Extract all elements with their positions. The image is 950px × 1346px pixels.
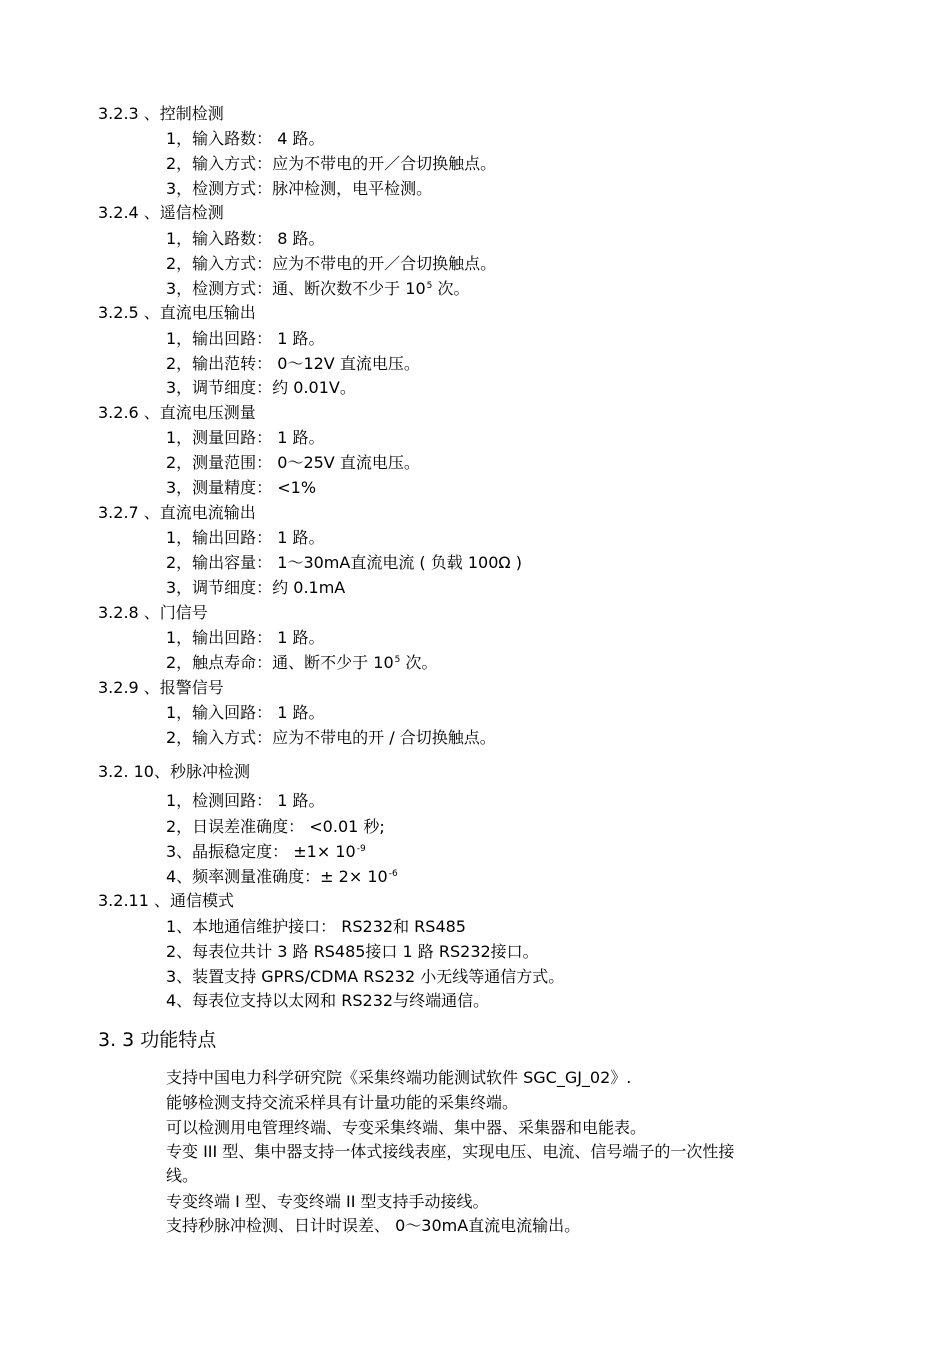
exponent: -6 <box>388 868 398 879</box>
item-text: 3，检测方式：通、断次数不少于 10 <box>166 279 426 298</box>
list-item: 2，输出容量： 1～30mA直流电流 ( 负载 100Ω ) <box>166 553 522 572</box>
paragraph-line: 专变 III 型、集中器支持一体式接线表座，实现电压、电流、信号端子的一次性接 <box>166 1142 735 1161</box>
list-item: 3，调节细度：约 0.1mA <box>166 578 346 597</box>
paragraph-line: 支持秒脉冲检测、日计时误差、 0～30mA直流电流输出。 <box>166 1216 581 1235</box>
section-heading-3-2-10: 3.2. 10、秒脉冲检测 <box>98 762 250 781</box>
list-item: 1、本地通信维护接口： RS232和 RS485 <box>166 917 466 936</box>
list-item: 2，输入方式：应为不带电的开 / 合切换触点。 <box>166 728 496 747</box>
section-heading-3-2-9: 3.2.9 、报警信号 <box>98 678 224 697</box>
section-heading-3-2-11: 3.2.11 、通信模式 <box>98 891 234 910</box>
list-item: 2，输入方式：应为不带电的开／合切换触点。 <box>166 154 497 173</box>
list-item: 1，输入路数： 4 路。 <box>166 129 325 148</box>
section-heading-3-2-6: 3.2.6 、直流电压测量 <box>98 403 256 422</box>
item-text: 次。 <box>432 279 470 298</box>
list-item: 2，输出范转： 0～12V 直流电压。 <box>166 354 420 373</box>
list-item: 3、装置支持 GPRS/CDMA RS232 小无线等通信方式。 <box>166 967 565 986</box>
list-item: 2，测量范围： 0～25V 直流电压。 <box>166 453 420 472</box>
section-heading-3-2-8: 3.2.8 、门信号 <box>98 603 208 622</box>
list-item: 3，检测方式：脉冲检测，电平检测。 <box>166 179 433 198</box>
item-text: 3、晶振稳定度： ±1× 10 <box>166 842 356 861</box>
list-item: 1，输入路数： 8 路。 <box>166 229 325 248</box>
exponent: -9 <box>356 843 366 854</box>
paragraph-line: 专变终端 I 型、专变终端 II 型支持手动接线。 <box>166 1192 489 1211</box>
section-heading-3-2-3: 3.2.3 、控制检测 <box>98 104 224 123</box>
list-item: 1，输出回路： 1 路。 <box>166 528 325 547</box>
item-text: 4、频率测量准确度：± 2× 10 <box>166 867 388 886</box>
paragraph-line: 能够检测支持交流采样具有计量功能的采集终端。 <box>166 1093 519 1112</box>
list-item: 2，输入方式：应为不带电的开／合切换触点。 <box>166 254 497 273</box>
list-item: 2、每表位共计 3 路 RS485接口 1 路 RS232接口。 <box>166 942 539 961</box>
list-item <box>166 867 398 887</box>
list-item: 3，测量精度： <1% <box>166 478 317 497</box>
section-title-3-3: 3. 3 功能特点 <box>98 1029 217 1051</box>
section-heading-3-2-7: 3.2.7 、直流电流输出 <box>98 503 256 522</box>
paragraph-line: 支持中国电力科学研究院《采集终端功能测试软件 SGC_GJ_02》. <box>166 1068 632 1087</box>
list-item: 1，检测回路： 1 路。 <box>166 791 325 810</box>
item-text: 次。 <box>400 653 438 672</box>
section-heading-3-2-4: 3.2.4 、遥信检测 <box>98 203 224 222</box>
list-item: 1，测量回路： 1 路。 <box>166 428 325 447</box>
list-item: 4、每表位支持以太网和 RS232与终端通信。 <box>166 991 490 1010</box>
item-text: 2，触点寿命：通、断不少于 10 <box>166 653 394 672</box>
paragraph-line: 可以检测用电管理终端、专变采集终端、集中器、采集器和电能表。 <box>166 1118 647 1137</box>
exponent: 5 <box>426 280 433 291</box>
list-item: 1，输出回路： 1 路。 <box>166 628 325 647</box>
list-item <box>166 842 366 862</box>
list-item: 2，日误差准确度： <0.01 秒; <box>166 817 385 836</box>
exponent: 5 <box>394 654 401 665</box>
list-item <box>166 653 437 673</box>
list-item <box>166 279 469 299</box>
paragraph-line: 线。 <box>166 1166 199 1185</box>
list-item: 3，调节细度：约 0.01V。 <box>166 378 356 397</box>
list-item: 1，输入回路： 1 路。 <box>166 703 325 722</box>
section-heading-3-2-5: 3.2.5 、直流电压输出 <box>98 303 256 322</box>
list-item: 1，输出回路： 1 路。 <box>166 329 325 348</box>
